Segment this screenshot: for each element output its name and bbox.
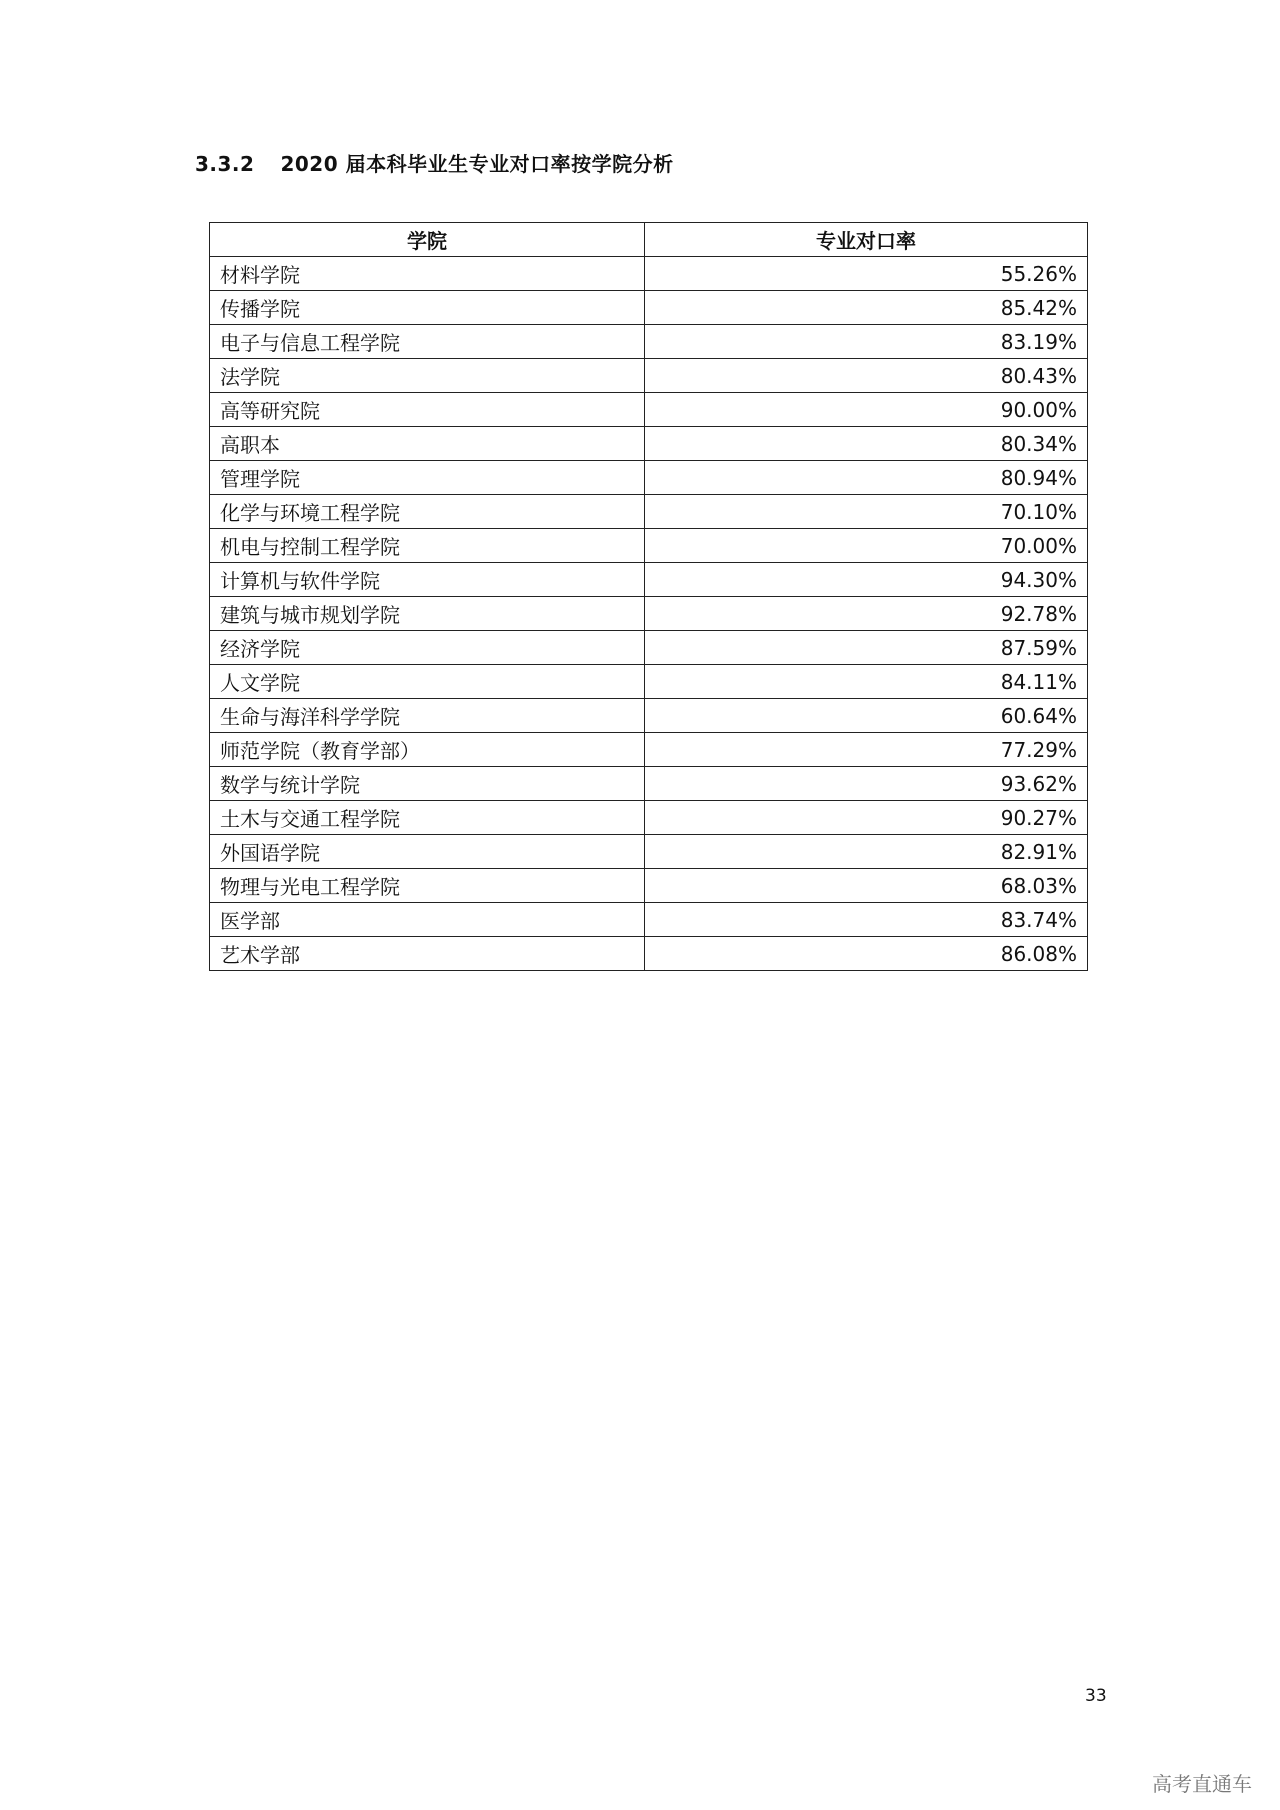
- rate-cell: 80.94%: [645, 461, 1088, 495]
- college-cell: 医学部: [210, 903, 645, 937]
- college-cell: 物理与光电工程学院: [210, 869, 645, 903]
- table-row: [210, 631, 1088, 665]
- college-cell: 外国语学院: [210, 835, 645, 869]
- rate-cell: 87.59%: [645, 631, 1088, 665]
- college-cell: 法学院: [210, 359, 645, 393]
- rate-cell: 70.10%: [645, 495, 1088, 529]
- college-cell: 艺术学部: [210, 937, 645, 971]
- rate-cell: 82.91%: [645, 835, 1088, 869]
- rate-cell: 80.43%: [645, 359, 1088, 393]
- watermark: 高考直通车: [1152, 1772, 1252, 1796]
- college-cell: 师范学院（教育学部）: [210, 733, 645, 767]
- college-cell: 化学与环境工程学院: [210, 495, 645, 529]
- table-row: [210, 699, 1088, 733]
- table-row: [210, 257, 1088, 291]
- section-number: 3.3.2: [195, 152, 255, 176]
- rate-cell: 55.26%: [645, 257, 1088, 291]
- table-row: [210, 427, 1088, 461]
- table-row: [210, 563, 1088, 597]
- table-row: [210, 291, 1088, 325]
- section-title: 2020 届本科毕业生专业对口率按学院分析: [280, 152, 674, 176]
- college-cell: 高等研究院: [210, 393, 645, 427]
- college-cell: 电子与信息工程学院: [210, 325, 645, 359]
- table-row: [210, 937, 1088, 971]
- rate-cell: 80.34%: [645, 427, 1088, 461]
- college-cell: 土木与交通工程学院: [210, 801, 645, 835]
- table-row: [210, 393, 1088, 427]
- page-number: 33: [1085, 1686, 1107, 1706]
- rate-cell: 92.78%: [645, 597, 1088, 631]
- table-row: [210, 461, 1088, 495]
- table-row: [210, 801, 1088, 835]
- college-cell: 生命与海洋科学学院: [210, 699, 645, 733]
- table-header-row: [210, 223, 1088, 257]
- college-cell: 传播学院: [210, 291, 645, 325]
- rate-cell: 84.11%: [645, 665, 1088, 699]
- college-cell: 机电与控制工程学院: [210, 529, 645, 563]
- section-heading: [195, 148, 674, 177]
- rate-cell: 86.08%: [645, 937, 1088, 971]
- rate-cell: 68.03%: [645, 869, 1088, 903]
- college-match-rate-table: [209, 222, 1088, 971]
- rate-cell: 90.27%: [645, 801, 1088, 835]
- table-row: [210, 529, 1088, 563]
- rate-cell: 93.62%: [645, 767, 1088, 801]
- table-row: [210, 325, 1088, 359]
- rate-cell: 77.29%: [645, 733, 1088, 767]
- table-row: [210, 359, 1088, 393]
- college-cell: 高职本: [210, 427, 645, 461]
- table-row: [210, 869, 1088, 903]
- rate-cell: 90.00%: [645, 393, 1088, 427]
- table-row: [210, 903, 1088, 937]
- rate-cell: 85.42%: [645, 291, 1088, 325]
- rate-cell: 83.19%: [645, 325, 1088, 359]
- college-cell: 计算机与软件学院: [210, 563, 645, 597]
- table-row: [210, 665, 1088, 699]
- table-row: [210, 835, 1088, 869]
- table-row: [210, 597, 1088, 631]
- table-row: [210, 495, 1088, 529]
- college-cell: 人文学院: [210, 665, 645, 699]
- column-header-college: 学院: [210, 223, 645, 257]
- college-cell: 经济学院: [210, 631, 645, 665]
- college-cell: 数学与统计学院: [210, 767, 645, 801]
- table-row: [210, 733, 1088, 767]
- table-row: [210, 767, 1088, 801]
- college-cell: 材料学院: [210, 257, 645, 291]
- column-header-rate: 专业对口率: [645, 223, 1088, 257]
- college-cell: 管理学院: [210, 461, 645, 495]
- college-cell: 建筑与城市规划学院: [210, 597, 645, 631]
- rate-cell: 60.64%: [645, 699, 1088, 733]
- rate-cell: 94.30%: [645, 563, 1088, 597]
- rate-cell: 70.00%: [645, 529, 1088, 563]
- rate-cell: 83.74%: [645, 903, 1088, 937]
